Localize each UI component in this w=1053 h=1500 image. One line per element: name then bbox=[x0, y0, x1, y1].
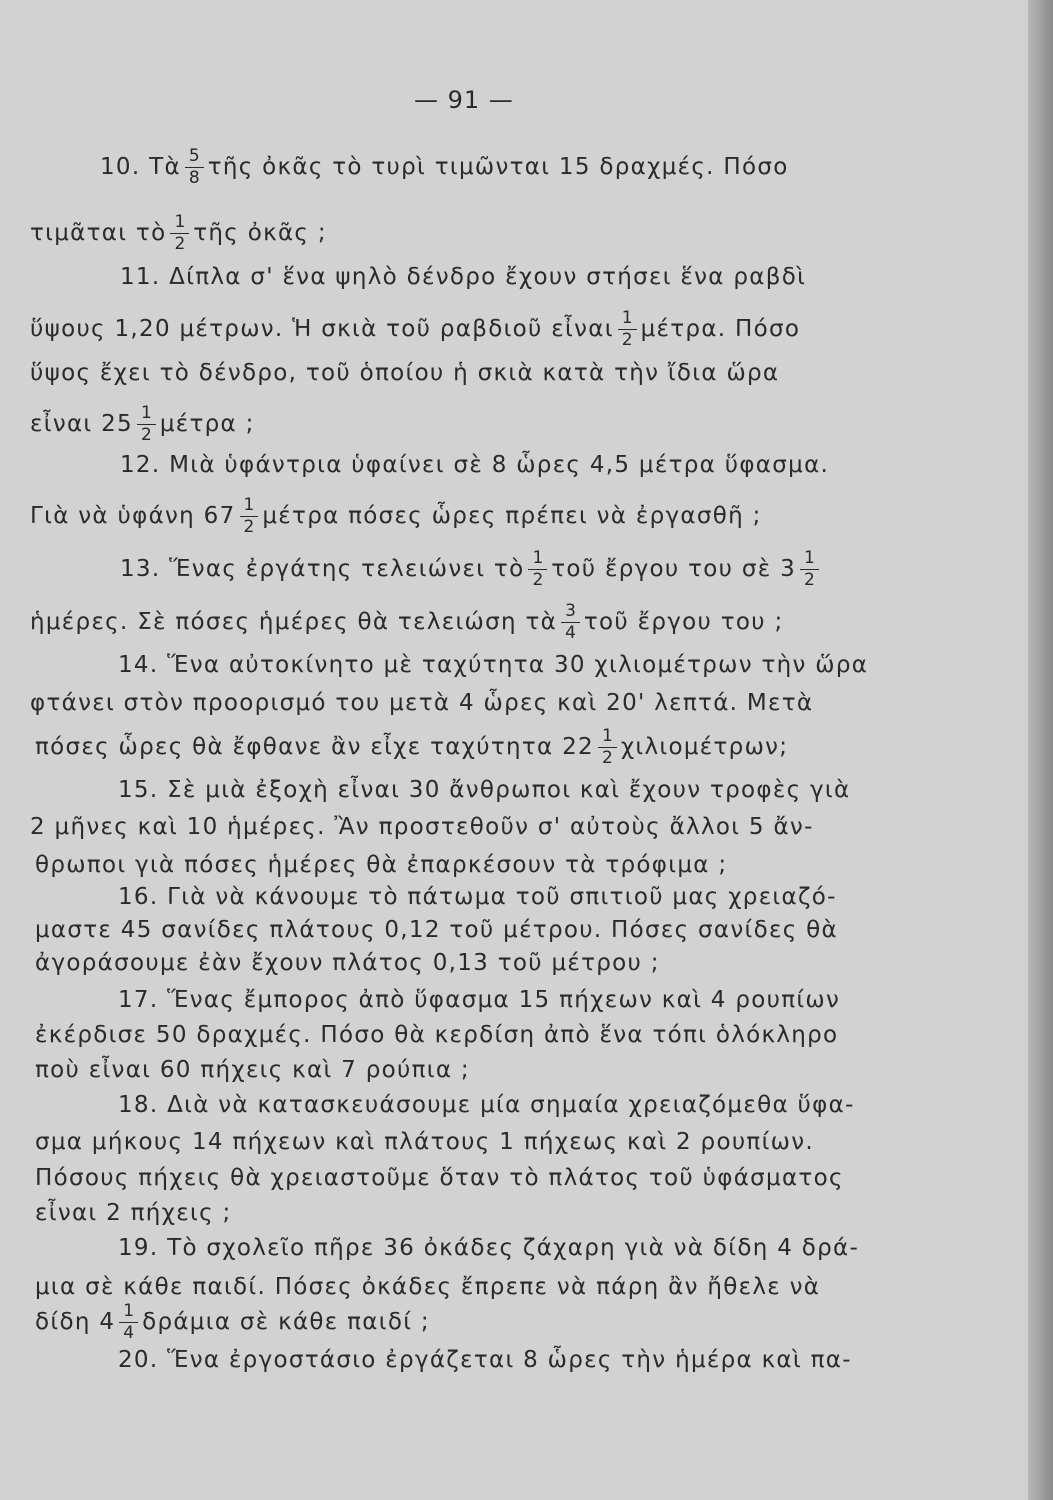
fraction bbox=[528, 550, 547, 589]
text-line bbox=[118, 1345, 852, 1375]
fraction bbox=[185, 148, 204, 187]
text-line bbox=[35, 948, 660, 978]
text-line bbox=[120, 550, 823, 589]
text-segment: τῆς ὀκᾶς τὸ τυρὶ τιμῶνται 15 δραχμές. Πόσο bbox=[207, 154, 789, 180]
fraction-numerator: 1 bbox=[170, 214, 189, 234]
page-number: — 91 — bbox=[414, 86, 514, 114]
fraction-denominator: 2 bbox=[621, 330, 633, 350]
text-segment: σμα μήκους 14 πήχεων καὶ πλάτους 1 πήχεως καὶ 2 ρουπίων. bbox=[35, 1129, 814, 1155]
page-edge bbox=[1028, 0, 1053, 1500]
text-segment: 15. Σὲ μιὰ ἐξοχὴ εἶναι 30 ἄνθρωποι καὶ ἔχουν τροφὲς γιὰ bbox=[118, 777, 851, 803]
fraction-denominator: 2 bbox=[532, 570, 544, 590]
text-segment: 11. Δίπλα σ' ἕνα ψηλὸ δένδρο ἔχουν στήσει ἕνα ραβδὶ bbox=[120, 264, 807, 290]
text-segment: μέτρα ; bbox=[159, 411, 255, 437]
fraction bbox=[598, 728, 617, 767]
text-segment: ποὺ εἶναι 60 πήχεις καὶ 7 ρούπια ; bbox=[35, 1057, 470, 1083]
fraction-numerator: 1 bbox=[137, 405, 156, 425]
text-segment: ἡμέρες. Σὲ πόσες ἡμέρες θὰ τελειώση τὰ bbox=[30, 609, 558, 635]
text-line bbox=[35, 728, 788, 767]
text-segment: τοῦ ἔργου του ; bbox=[583, 609, 784, 635]
fraction bbox=[240, 497, 259, 536]
text-line bbox=[35, 1055, 470, 1085]
text-segment: 13. Ἕνας ἐργάτης τελειώνει τὸ bbox=[120, 556, 525, 582]
text-line bbox=[35, 850, 727, 880]
text-line bbox=[118, 1233, 859, 1263]
text-segment: ἐκέρδισε 50 δραχμές. Πόσο θὰ κερδίση ἀπὸ ἕνα τόπι ὁλόκληρο bbox=[35, 1022, 839, 1048]
text-line bbox=[35, 1020, 838, 1050]
text-line bbox=[30, 405, 255, 444]
text-line bbox=[118, 882, 837, 912]
text-segment: μαστε 45 σανίδες πλάτους 0,12 τοῦ μέτρου. Πόσες σανίδες θὰ bbox=[35, 917, 838, 943]
fraction-numerator: 1 bbox=[528, 550, 547, 570]
text-segment: 16. Γιὰ νὰ κάνουμε τὸ πάτωμα τοῦ σπιτιοῦ μας χρειαζό- bbox=[118, 884, 837, 910]
text-segment: θρωποι γιὰ πόσες ἡμέρες θὰ ἐπαρκέσουν τὰ τρόφιμα ; bbox=[35, 852, 728, 878]
text-segment: 12. Μιὰ ὑφάντρια ὑφαίνει σὲ 8 ὧρες 4,5 μέτρα ὕφασμα. bbox=[120, 452, 830, 478]
fraction-numerator: 1 bbox=[800, 550, 819, 570]
fraction-denominator: 2 bbox=[140, 425, 152, 445]
text-segment: 19. Τὸ σχολεῖο πῆρε 36 ὀκάδες ζάχαρη γιὰ νὰ δίδη 4 δρά- bbox=[118, 1235, 860, 1261]
text-segment: μέτρα. Πόσο bbox=[640, 316, 801, 342]
text-segment: 14. Ἕνα αὐτοκίνητο μὲ ταχύτητα 30 χιλιομέτρων τὴν ὥρα bbox=[118, 652, 869, 678]
fraction bbox=[170, 214, 189, 253]
text-line bbox=[30, 812, 814, 842]
fraction-denominator: 2 bbox=[174, 234, 186, 254]
text-segment: Γιὰ νὰ ὑφάνη 67 bbox=[30, 503, 236, 529]
text-line bbox=[30, 497, 762, 536]
text-line bbox=[35, 1272, 820, 1302]
fraction bbox=[561, 603, 580, 642]
text-segment: ὕψος ἔχει τὸ δένδρο, τοῦ ὁποίου ἡ σκιὰ κατὰ τὴν ἴδια ὥρα bbox=[30, 360, 780, 386]
text-line bbox=[120, 262, 806, 292]
fraction-numerator: 5 bbox=[185, 148, 204, 168]
text-line bbox=[30, 358, 779, 388]
text-segment: χιλιομέτρων; bbox=[620, 734, 789, 760]
fraction-denominator: 8 bbox=[188, 168, 200, 188]
text-segment: 2 μῆνες καὶ 10 ἡμέρες. Ἂν προστεθοῦν σ' αὐτοὺς ἄλλοι 5 ἄν- bbox=[30, 814, 814, 840]
text-line bbox=[35, 1303, 430, 1342]
text-segment: 17. Ἕνας ἔμπορος ἀπὸ ὕφασμα 15 πήχεων καὶ 4 ρουπίων bbox=[118, 987, 841, 1013]
text-line bbox=[118, 985, 840, 1015]
text-segment: τοῦ ἔργου του σὲ 3 bbox=[551, 556, 797, 582]
fraction-numerator: 3 bbox=[561, 603, 580, 623]
text-segment: ἀγοράσουμε ἐὰν ἔχουν πλάτος 0,13 τοῦ μέτρου ; bbox=[35, 950, 660, 976]
fraction-numerator: 1 bbox=[240, 497, 259, 517]
text-segment: εἶναι 25 bbox=[30, 411, 133, 437]
text-line bbox=[30, 310, 800, 349]
text-segment: μια σὲ κάθε παιδί. Πόσες ὀκάδες ἔπρεπε νὰ πάρη ἂν ἤθελε νὰ bbox=[35, 1274, 821, 1300]
text-segment: ὕψους 1,20 μέτρων. Ἡ σκιὰ τοῦ ραβδιοῦ εἶναι bbox=[30, 316, 614, 342]
text-segment: 18. Διὰ νὰ κατασκευάσουμε μία σημαία χρειαζόμεθα ὕφα- bbox=[118, 1092, 855, 1118]
fraction bbox=[119, 1303, 138, 1342]
text-line bbox=[30, 688, 813, 718]
fraction-numerator: 1 bbox=[598, 728, 617, 748]
text-line bbox=[118, 650, 868, 680]
fraction bbox=[137, 405, 156, 444]
text-line bbox=[35, 1163, 844, 1193]
fraction-numerator: 1 bbox=[119, 1303, 138, 1323]
text-segment: Πόσους πήχεις θὰ χρειαστοῦμε ὅταν τὸ πλάτος τοῦ ὑφάσματος bbox=[35, 1165, 844, 1191]
text-line bbox=[35, 1127, 814, 1157]
text-segment: 10. Τὰ bbox=[100, 154, 181, 180]
fraction-denominator: 4 bbox=[565, 623, 576, 643]
text-segment: τιμᾶται τὸ bbox=[30, 220, 167, 246]
text-segment: τῆς ὀκᾶς ; bbox=[193, 220, 327, 246]
text-segment: εἶναι 2 πήχεις ; bbox=[35, 1200, 232, 1226]
text-segment: δίδη 4 bbox=[35, 1309, 116, 1335]
text-segment: μέτρα πόσες ὧρες πρέπει νὰ ἐργασθῆ ; bbox=[262, 503, 762, 529]
text-line bbox=[30, 603, 784, 642]
text-line bbox=[100, 148, 789, 187]
text-segment: 20. Ἕνα ἐργοστάσιο ἐργάζεται 8 ὧρες τὴν ἡμέρα καὶ πα- bbox=[118, 1347, 852, 1373]
text-line bbox=[35, 1198, 232, 1228]
fraction bbox=[618, 310, 637, 349]
text-line bbox=[35, 915, 838, 945]
fraction-numerator: 1 bbox=[618, 310, 637, 330]
fraction-denominator: 2 bbox=[243, 517, 255, 537]
fraction-denominator: 2 bbox=[804, 570, 815, 590]
fraction-denominator: 2 bbox=[602, 748, 613, 768]
fraction bbox=[800, 550, 819, 589]
fraction-denominator: 4 bbox=[123, 1323, 135, 1343]
text-segment: δράμια σὲ κάθε παιδί ; bbox=[142, 1309, 430, 1335]
text-line bbox=[118, 1090, 855, 1120]
text-line bbox=[118, 775, 850, 805]
text-segment: πόσες ὧρες θὰ ἔφθανε ἂν εἶχε ταχύτητα 22 bbox=[35, 734, 594, 760]
text-line bbox=[120, 450, 829, 480]
text-segment: φτάνει στὸν προορισμό του μετὰ 4 ὧρες καὶ 20' λεπτά. Μετὰ bbox=[30, 690, 814, 716]
text-line bbox=[30, 214, 327, 253]
